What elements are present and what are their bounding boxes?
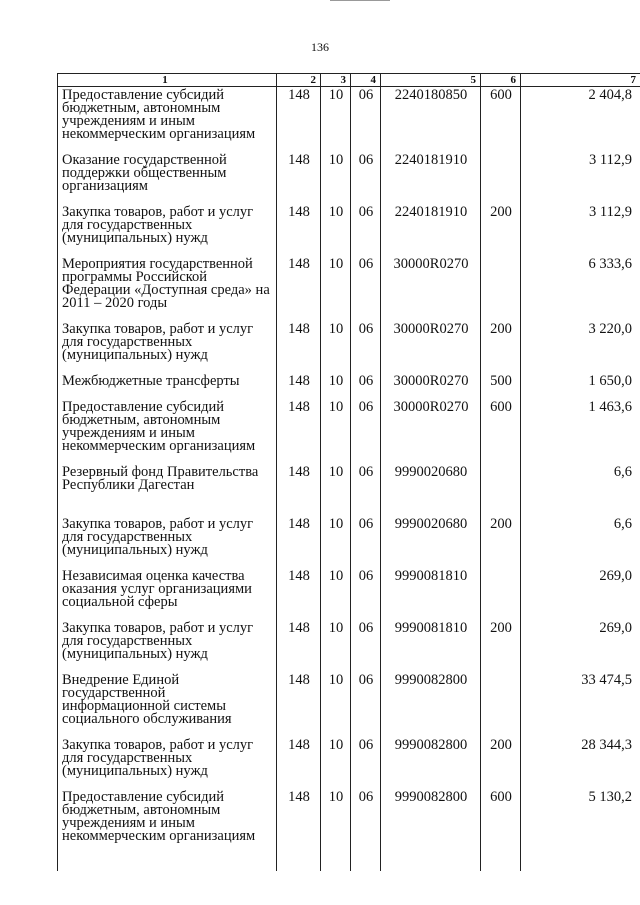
- table-row: [58, 516, 640, 568]
- cell-target-article: 9990082800: [381, 672, 481, 737]
- cell-section: 10: [321, 373, 351, 399]
- cell-description: Предоставление субсидий бюджетным, автономным учреждениям и иным некоммерческим организациям: [58, 399, 277, 464]
- table-row: [58, 256, 640, 321]
- table-row: [58, 620, 640, 672]
- cell-description: Внедрение Единой государственной информационной системы социального обслуживания: [58, 672, 277, 737]
- cell-expense-type: 200: [481, 737, 521, 789]
- page-number: 136: [311, 40, 329, 54]
- table-filler-row: [58, 855, 640, 871]
- cell-amount: 3 220,0: [521, 321, 640, 373]
- cell-expense-type: 200: [481, 516, 521, 568]
- cell-ministry-code: 148: [277, 737, 321, 789]
- table-row: [58, 672, 640, 737]
- table-row: [58, 464, 640, 516]
- cell-section: 10: [321, 256, 351, 321]
- cell-subsection: 06: [351, 256, 381, 321]
- cell-section: 10: [321, 789, 351, 855]
- cell-expense-type: 200: [481, 204, 521, 256]
- cell-subsection: 06: [351, 516, 381, 568]
- cell-subsection: 06: [351, 620, 381, 672]
- cell-subsection: 06: [351, 87, 381, 152]
- cell-ministry-code: 148: [277, 256, 321, 321]
- cell-ministry-code: 148: [277, 568, 321, 620]
- cell-description: Независимая оценка качества оказания услуг организациями социальной сферы: [58, 568, 277, 620]
- cell-ministry-code: 148: [277, 672, 321, 737]
- table-row: [58, 87, 640, 152]
- table-filler-cell: [381, 855, 481, 871]
- table-row: [58, 399, 640, 464]
- cell-target-article: 30000R0270: [381, 373, 481, 399]
- column-header-6: 6: [481, 74, 521, 87]
- cell-target-article: 9990082800: [381, 737, 481, 789]
- cell-section: 10: [321, 516, 351, 568]
- cell-subsection: 06: [351, 373, 381, 399]
- cell-ministry-code: 148: [277, 516, 321, 568]
- header-row: [58, 74, 640, 87]
- cell-amount: 269,0: [521, 620, 640, 672]
- cell-description: Оказание государственной поддержки общественным организациям: [58, 152, 277, 204]
- column-header-2: 2: [277, 74, 321, 87]
- cell-expense-type: 600: [481, 399, 521, 464]
- cell-expense-type: [481, 464, 521, 516]
- cell-target-article: 2240181910: [381, 152, 481, 204]
- scan-top-rule: [330, 0, 390, 1]
- cell-description: Закупка товаров, работ и услуг для государственных (муниципальных) нужд: [58, 737, 277, 789]
- table-filler-cell: [521, 855, 640, 871]
- cell-section: 10: [321, 620, 351, 672]
- table-filler-cell: [481, 855, 521, 871]
- cell-section: 10: [321, 737, 351, 789]
- cell-section: 10: [321, 321, 351, 373]
- cell-amount: 3 112,9: [521, 204, 640, 256]
- cell-description: Межбюджетные трансферты: [58, 373, 277, 399]
- table-filler-cell: [351, 855, 381, 871]
- cell-subsection: 06: [351, 672, 381, 737]
- cell-amount: 5 130,2: [521, 789, 640, 855]
- table-row: [58, 737, 640, 789]
- column-header-5: 5: [381, 74, 481, 87]
- cell-amount: 1 463,6: [521, 399, 640, 464]
- cell-expense-type: 200: [481, 321, 521, 373]
- cell-expense-type: 200: [481, 620, 521, 672]
- cell-expense-type: 600: [481, 87, 521, 152]
- cell-description: Закупка товаров, работ и услуг для государственных (муниципальных) нужд: [58, 620, 277, 672]
- cell-section: 10: [321, 464, 351, 516]
- cell-target-article: 9990020680: [381, 464, 481, 516]
- cell-amount: 3 112,9: [521, 152, 640, 204]
- cell-description: Закупка товаров, работ и услуг для государственных (муниципальных) нужд: [58, 204, 277, 256]
- cell-section: 10: [321, 87, 351, 152]
- cell-section: 10: [321, 399, 351, 464]
- table-header: [58, 74, 640, 87]
- table-row: [58, 373, 640, 399]
- cell-amount: 6,6: [521, 516, 640, 568]
- table-row: [58, 568, 640, 620]
- cell-subsection: 06: [351, 737, 381, 789]
- cell-subsection: 06: [351, 464, 381, 516]
- cell-target-article: 30000R0270: [381, 321, 481, 373]
- cell-description: Предоставление субсидий бюджетным, автономным учреждениям и иным некоммерческим организациям: [58, 789, 277, 855]
- cell-subsection: 06: [351, 399, 381, 464]
- cell-section: 10: [321, 204, 351, 256]
- table-filler-cell: [277, 855, 321, 871]
- cell-section: 10: [321, 672, 351, 737]
- cell-description: Мероприятия государственной программы Российской Федерации «Доступная среда» на 2011 – 2020 годы: [58, 256, 277, 321]
- cell-amount: 269,0: [521, 568, 640, 620]
- table-row: [58, 152, 640, 204]
- cell-ministry-code: 148: [277, 321, 321, 373]
- cell-amount: 28 344,3: [521, 737, 640, 789]
- cell-amount: 6 333,6: [521, 256, 640, 321]
- cell-subsection: 06: [351, 568, 381, 620]
- cell-target-article: 30000R0270: [381, 256, 481, 321]
- cell-ministry-code: 148: [277, 464, 321, 516]
- cell-ministry-code: 148: [277, 789, 321, 855]
- cell-target-article: 9990081810: [381, 620, 481, 672]
- cell-ministry-code: 148: [277, 620, 321, 672]
- cell-target-article: 2240181910: [381, 204, 481, 256]
- cell-ministry-code: 148: [277, 152, 321, 204]
- cell-target-article: 2240180850: [381, 87, 481, 152]
- cell-amount: 6,6: [521, 464, 640, 516]
- column-header-1: 1: [58, 74, 277, 87]
- cell-expense-type: 500: [481, 373, 521, 399]
- cell-ministry-code: 148: [277, 204, 321, 256]
- cell-description: Закупка товаров, работ и услуг для государственных (муниципальных) нужд: [58, 516, 277, 568]
- cell-description: Резервный фонд Правительства Республики Дагестан: [58, 464, 277, 516]
- table-filler-cell: [58, 855, 277, 871]
- cell-target-article: 9990081810: [381, 568, 481, 620]
- cell-ministry-code: 148: [277, 399, 321, 464]
- cell-target-article: 30000R0270: [381, 399, 481, 464]
- cell-subsection: 06: [351, 152, 381, 204]
- cell-subsection: 06: [351, 204, 381, 256]
- table-row: [58, 204, 640, 256]
- table-row: [58, 321, 640, 373]
- cell-amount: 2 404,8: [521, 87, 640, 152]
- cell-target-article: 9990082800: [381, 789, 481, 855]
- table-filler-cell: [321, 855, 351, 871]
- cell-expense-type: 600: [481, 789, 521, 855]
- cell-section: 10: [321, 568, 351, 620]
- table-body: [58, 87, 640, 871]
- cell-expense-type: [481, 568, 521, 620]
- budget-table: [57, 73, 640, 871]
- cell-section: 10: [321, 152, 351, 204]
- cell-expense-type: [481, 152, 521, 204]
- cell-target-article: 9990020680: [381, 516, 481, 568]
- cell-amount: 1 650,0: [521, 373, 640, 399]
- cell-ministry-code: 148: [277, 373, 321, 399]
- cell-amount: 33 474,5: [521, 672, 640, 737]
- cell-subsection: 06: [351, 321, 381, 373]
- cell-description: Закупка товаров, работ и услуг для государственных (муниципальных) нужд: [58, 321, 277, 373]
- cell-description: Предоставление субсидий бюджетным, автономным учреждениям и иным некоммерческим организациям: [58, 87, 277, 152]
- cell-ministry-code: 148: [277, 87, 321, 152]
- cell-expense-type: [481, 672, 521, 737]
- cell-subsection: 06: [351, 789, 381, 855]
- table-row: [58, 789, 640, 855]
- column-header-7: 7: [521, 74, 640, 87]
- cell-expense-type: [481, 256, 521, 321]
- column-header-3: 3: [321, 74, 351, 87]
- column-header-4: 4: [351, 74, 381, 87]
